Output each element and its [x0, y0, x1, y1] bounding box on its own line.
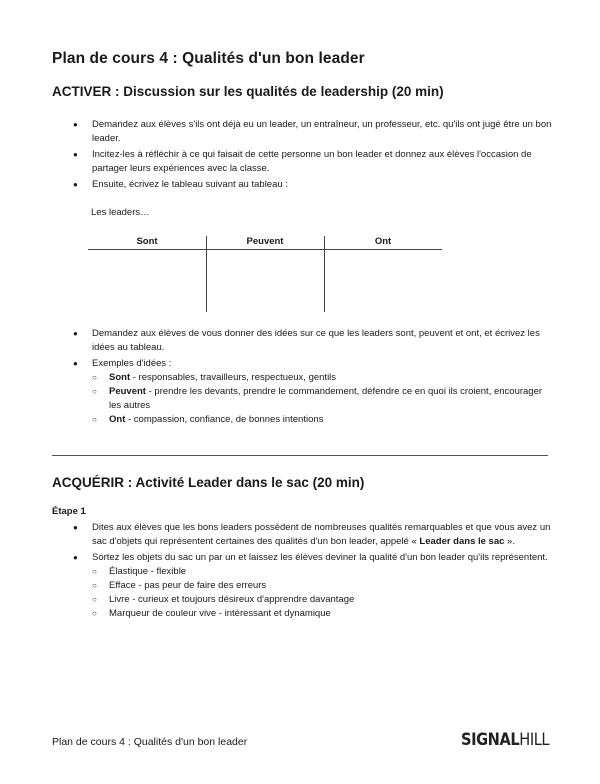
- t-chart-header-sont: Sont: [136, 236, 158, 247]
- list-item-text: Dites aux élèves que les bons leaders possèdent de nombreuses qualités remarquables et que vous avez un sac d'objets qui représentent certaines des qualités d'un bon leader, appelé «: [92, 522, 551, 547]
- list-item-bold: Leader dans le sac: [419, 536, 505, 547]
- section-divider: [52, 455, 548, 456]
- list-item: ● Demandez aux élèves de vous donner des idées sur ce que les leaders sont, peuvent et ont, et écrivez les idées au tableau.: [72, 327, 552, 355]
- acquerir-bullet-list: [72, 521, 552, 623]
- example-term: Peuvent: [109, 386, 146, 397]
- example-text: - compassion, confiance, de bonnes intentions: [125, 414, 324, 425]
- examples-label: Exemples d'idées :: [92, 358, 172, 369]
- list-item: [72, 551, 552, 621]
- activer-bullet-list-2: [72, 327, 552, 429]
- t-chart-header-ont: Ont: [374, 236, 392, 247]
- example-item: [92, 371, 552, 385]
- t-chart-divider-2: [324, 236, 325, 312]
- list-item: ● Incitez-les à réfléchir à ce qui faisait de cette personne un bon leader et donnez aux élèves l'occasion de partager leurs expériences avec la classe.: [72, 148, 552, 176]
- footer-text: Plan de cours 4 : Qualités d'un bon leader: [52, 736, 248, 748]
- example-text: - responsables, travailleurs, respectueux, gentils: [130, 372, 337, 383]
- page-title: Plan de cours 4 : Qualités d'un bon leader: [52, 50, 365, 67]
- list-item: ● Demandez aux élèves s'ils ont déjà eu un leader, un entraîneur, un professeur, etc. qu'ils ont jugé être un bon leader.: [72, 118, 552, 146]
- activer-bullet-list: [72, 118, 552, 194]
- example-item: [92, 413, 552, 427]
- list-item: [72, 521, 552, 549]
- logo-thin: HILL: [519, 730, 550, 750]
- example-term: Ont: [109, 414, 126, 425]
- leaders-label: Les leaders…: [91, 207, 150, 218]
- list-item: ● Ensuite, écrivez le tableau suivant au tableau :: [72, 178, 552, 192]
- logo-bold: SIGNAL: [461, 730, 520, 750]
- object-item: ○ Marqueur de couleur vive - intéressant et dynamique: [92, 607, 552, 621]
- examples-list: [92, 371, 552, 427]
- objects-list: [92, 565, 552, 621]
- object-item: ○ Élastique - flexible: [92, 565, 552, 579]
- step-label: Étape 1: [52, 506, 86, 517]
- activer-heading: ACTIVER : Discussion sur les qualités de leadership (20 min): [52, 84, 444, 99]
- signalhill-logo: [461, 730, 549, 750]
- list-item: [72, 357, 552, 427]
- example-item: [92, 385, 552, 413]
- object-item: ○ Efface - pas peur de faire des erreurs: [92, 579, 552, 593]
- t-chart-header-peuvent: Peuvent: [246, 236, 284, 247]
- t-chart-horizontal-line: [88, 249, 442, 250]
- object-item: ○ Livre - curieux et toujours désireux d'apprendre davantage: [92, 593, 552, 607]
- list-item-end: ».: [504, 536, 515, 547]
- t-chart-divider-1: [206, 236, 207, 312]
- acquerir-heading: ACQUÉRIR : Activité Leader dans le sac (20 min): [52, 475, 365, 490]
- list-item-text: Sortez les objets du sac un par un et laissez les élèves deviner la qualité d'un bon leader qu'ils représentent.: [92, 552, 548, 563]
- example-term: Sont: [109, 372, 131, 383]
- t-chart: [88, 236, 442, 312]
- example-text: - prendre les devants, prendre le commandement, défendre ce en quoi ils croient, encourager les autres: [109, 386, 543, 411]
